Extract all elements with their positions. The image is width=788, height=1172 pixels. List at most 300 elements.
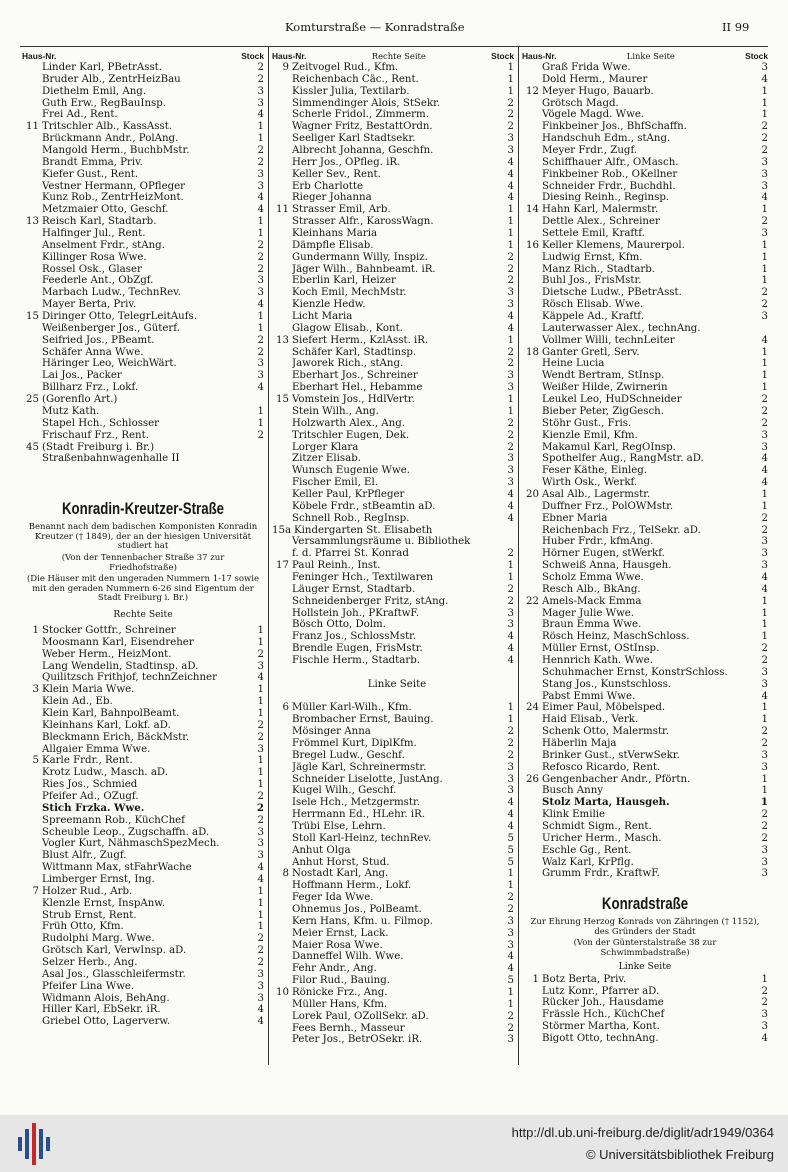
floor-number: 4 [761,583,768,595]
resident-name: Heine Lucia [542,358,605,370]
house-number [522,845,542,857]
list-item [522,382,768,394]
resident-name: Guth Erw., RegBauInsp. [42,97,167,109]
floor-number: 1 [761,358,768,370]
floor-number: 4 [507,322,514,334]
house-number [522,548,542,560]
list-item [22,347,264,359]
floor-number: 1 [761,346,768,358]
list-item [22,696,264,708]
resident-name: Rossel Osk., Glaser [42,263,142,275]
list-item [522,406,768,418]
house-number [22,708,42,720]
floor-number: 2 [761,405,768,417]
column-divider [268,46,269,1065]
floor-number: 1 [761,109,768,121]
house-number [272,596,292,608]
resident-name: Reichenbach Frz., TelSekr. aD. [542,524,701,536]
floor-number: 4 [257,299,264,311]
house-number [272,169,292,181]
list-item [272,358,514,370]
resident-name: Botz Berta, Priv. [542,973,627,985]
resident-name: f. d. Pfarrei St. Konrad [292,548,409,560]
floor-number: 3 [257,97,264,109]
resident-name: Billharz Frz., Lokf. [42,382,139,394]
floor-number: 3 [507,619,514,631]
house-number [522,821,542,833]
list-item [522,323,768,335]
list-item [272,311,514,323]
house-number [22,827,42,839]
resident-name: Isele Hch., Metzgermstr. [292,797,420,809]
list-item [22,299,264,311]
floor-number [756,323,768,335]
house-number [522,1009,542,1021]
list-item [522,691,768,703]
list-item [22,228,264,240]
house-number [22,358,42,370]
list-item [272,465,514,477]
list-item [22,169,264,181]
resident-name: Kugel Wilh., Geschf. [292,785,397,797]
floor-number: 4 [257,192,264,204]
resident-name: Ebner Maria [542,512,608,524]
list-item [272,287,514,299]
resident-name: Feninger Hch., Textilwaren [292,571,434,583]
floor-number: 4 [507,654,514,666]
house-number [22,335,42,347]
house-number [272,619,292,631]
floor-number: 3 [507,465,514,477]
floor-number: 2 [761,512,768,524]
house-number [22,323,42,335]
house-number [272,643,292,655]
resident-name: Stapel Hch., Schlosser [42,417,160,429]
resident-name: Jägle Karl, Schreinermstr. [292,761,427,773]
list-item [522,192,768,204]
floor-number: 4 [507,512,514,524]
floor-number: 1 [761,239,768,251]
house-number [522,1021,542,1033]
list-item [272,442,514,454]
house-number [522,181,542,193]
resident-name: Spreemann Rob., KüchChef [42,814,185,826]
house-number [272,892,292,904]
list-item [22,264,264,276]
list-item [522,785,768,797]
resident-name: Vestner Hermann, OPfleger [42,180,186,192]
list-item [272,406,514,418]
house-number [522,370,542,382]
list-item [522,86,768,98]
list-item [522,714,768,726]
floor-number: 1 [761,370,768,382]
house-number: 17 [276,560,289,572]
house-number [522,477,542,489]
list-item [272,987,514,999]
floor-number: 1 [257,767,264,779]
list-item [522,275,768,287]
house-number [522,655,542,667]
house-number [272,430,292,442]
house-number [272,145,292,157]
floor-number: 3 [761,548,768,560]
floor-number: 2 [507,441,514,453]
list-item [272,181,514,193]
resident-name: Bruder Alb., ZentrHeizBau [42,73,181,85]
list-item [22,1016,264,1028]
resident-name: Halfinger Jul., Rent. [42,228,146,240]
resident-name: Trübi Else, Lehrn. [292,821,386,832]
list-item [522,358,768,370]
resident-name: Asal Jos., Glasschleifermstr. [42,968,186,980]
list-item [22,993,264,1005]
resident-name: Frischauf Frz., Rent. [42,429,149,441]
floor-number: 2 [257,346,264,358]
house-number: 13 [26,216,39,228]
house-number [22,370,42,382]
street-ownership: (Die Häuser mit den ungeraden Nummern 1-17 sowie mit den geraden Nummern 6-26 sind Eigentum der Stadt Freiburg i. Br.) [26,574,260,604]
resident-name: Allgaier Emma Wwe. [42,743,151,755]
list-item [272,904,514,916]
list-item [272,536,514,548]
resident-name: Diringer Otto, TelegrLeitAufs. [42,311,197,323]
resident-name: Tritschler Alb., KassAsst. [42,121,173,133]
floor-number: 2 [257,73,264,85]
house-number [522,714,542,726]
floor-number: 1 [257,885,264,897]
house-number [272,465,292,477]
floor-number: 1 [257,624,264,636]
house-number [522,631,542,643]
house-number [522,109,542,121]
resident-name: Glagow Elisab., Kont. [292,322,403,334]
floor-number: 4 [761,73,768,85]
resident-name: Meyer Hugo, Bauarb. [542,85,654,97]
list-item [522,997,768,1009]
list-item [272,797,514,809]
resident-name: Schuhmacher Ernst, KonstrSchloss. [542,666,728,678]
floor-number: 1 [761,251,768,263]
floor-number [252,442,264,454]
resident-name: Asal Alb., Lagermstr. [542,488,651,500]
list-item [272,596,514,608]
list-item [22,957,264,969]
floor-number: 4 [761,192,768,204]
entry-list [22,625,264,1028]
house-number [522,560,542,572]
house-number [22,133,42,145]
house-number [22,240,42,252]
floor-number: 3 [761,844,768,856]
house-number [272,999,292,1011]
list-item [522,608,768,620]
resident-name: Moosmann Karl, Eisendreher [42,636,194,648]
resident-name: Schäfer Karl, Stadtinsp. [292,346,417,358]
list-item [522,477,768,489]
floor-number: 2 [761,394,768,406]
resident-name: Stocker Gottfr., Schreiner [42,624,176,636]
house-number [22,418,42,430]
list-item [22,969,264,981]
resident-name: Müller Karl-Wilh., Kfm. [292,702,412,714]
list-item [272,109,514,121]
floor-number: 1 [257,921,264,933]
page-number: II 99 [722,20,750,34]
floor-number: 3 [257,370,264,382]
house-number [522,216,542,228]
resident-name: Settele Emil, Kraftf. [542,228,645,240]
resident-name: Quilitzsch Frithjof, technZeichner [42,672,217,684]
list-item [272,98,514,110]
floor-number: 1 [257,897,264,909]
floor-number: 4 [507,809,514,821]
house-number [522,501,542,513]
resident-name: Schweiß Anna, Hausgeh. [542,560,672,572]
house-number: 45 [26,441,39,453]
floor-number: 2 [761,654,768,666]
list-item [522,394,768,406]
house-number [272,489,292,501]
house-number: 14 [526,204,539,216]
floor-number: 3 [507,133,514,145]
list-item [272,691,514,703]
house-number [272,358,292,370]
list-item [522,726,768,738]
resident-name: Frei Ad., Rent. [42,109,118,121]
house-number [272,821,292,833]
resident-name: Schneider Liselotte, JustAng. [292,773,443,785]
house-number [522,157,542,169]
house-number: 15 [276,394,289,406]
house-number [22,898,42,910]
house-number [522,358,542,370]
floor-number: 4 [761,690,768,702]
house-number: 18 [526,346,539,358]
list-item [522,738,768,750]
list-item [522,536,768,548]
list-item [22,684,264,696]
floor-number: 2 [761,216,768,228]
list-item [272,963,514,975]
house-number [272,275,292,287]
list-item [522,145,768,157]
house-number: 11 [26,121,39,133]
resident-name: Mager Julie Wwe. [542,607,635,619]
house-number [522,98,542,110]
resident-name: Marbach Ludw., TechnRev. [42,287,181,299]
entry-list [22,62,264,465]
list-item [272,525,514,537]
floor-number: 1 [760,797,768,809]
list-item [22,430,264,442]
floor-number: 4 [257,204,264,216]
resident-name: Paul Reinh., Inst. [292,560,381,572]
resident-name: Pfeifer Lina Wwe. [42,980,135,992]
resident-name: (Stadt Freiburg i. Br.) [42,441,155,453]
list-item [522,560,768,572]
house-number: 20 [526,488,539,500]
house-number [522,726,542,738]
list-item [272,145,514,157]
house-number: 1 [32,624,39,636]
house-number [22,637,42,649]
list-item [22,442,264,454]
house-number [522,323,542,335]
list-item [522,121,768,133]
resident-name: Rösch Heinz, MaschSchloss. [542,631,690,643]
list-item [272,157,514,169]
resident-name: Resch Alb., BkAng. [542,583,641,595]
resident-name: Lai Jos., Packer [42,370,122,382]
resident-name: Kunz Rob., ZentrHeizMont. [42,192,184,204]
resident-name: Strasser Alfr., KarossWagn. [292,216,434,228]
list-item [522,335,768,347]
floor-number: 4 [761,334,768,346]
floor-number: 2 [257,156,264,168]
list-item [22,803,264,815]
floor-number: 1 [507,73,514,85]
house-number [522,643,542,655]
house-number [522,584,542,596]
house-number [22,62,42,74]
list-item [522,453,768,465]
list-item [272,394,514,406]
house-number [22,157,42,169]
floor-number: 1 [257,121,264,133]
house-number [22,933,42,945]
floor-number: 4 [257,1004,264,1016]
resident-name: Linder Karl, PBetrAsst. [42,62,163,73]
floor-number: 3 [761,536,768,548]
list-item [272,714,514,726]
list-item [22,637,264,649]
house-number: 12 [526,85,539,97]
entry-list [522,974,768,1045]
resident-name: Frässle Hch., KüchChef [542,1009,665,1021]
house-number [22,791,42,803]
floor-number: 3 [507,1034,514,1046]
list-item [22,311,264,323]
house-number: 15 [26,311,39,323]
floor-number: 3 [761,441,768,453]
source-url-link[interactable]: http://dl.ub.uni-freiburg.de/diglit/adr1949/0364 [511,1125,774,1140]
house-number [522,275,542,287]
list-item [272,643,514,655]
house-number [272,774,292,786]
resident-name: Kleinhans Maria [292,228,378,240]
resident-name: Filor Rud., Bauing. [292,975,390,987]
house-number [22,287,42,299]
list-item [22,62,264,74]
resident-name: Anhut Horst, Stud. [292,856,390,868]
floor-number: 2 [257,957,264,969]
house-number [522,608,542,620]
floor-number: 2 [761,997,768,1009]
floor-number: 3 [761,1009,768,1021]
house-number [522,453,542,465]
list-item [22,74,264,86]
list-item [272,738,514,750]
list-item [22,767,264,779]
list-item [272,726,514,738]
house-number [522,192,542,204]
floor-number: 3 [761,560,768,572]
house-number [22,347,42,359]
house-number [272,536,292,548]
resident-name: Seeliger Karl Stadtsekr. [292,133,416,145]
list-item [522,667,768,679]
house-number [522,264,542,276]
resident-name: Stolz Marta, Hausgeh. [542,797,670,809]
resident-name: Jäger Wilh., Bahnbeamt. iR. [292,263,436,275]
floor-number: 1 [761,773,768,785]
floor-number: 2 [257,731,264,743]
list-item [522,857,768,869]
resident-name: Holzer Rud., Arb. [42,885,133,897]
house-number [22,192,42,204]
floor-number: 2 [257,945,264,957]
resident-name: Ohnemus Jos., PolBeamt. [292,904,422,916]
list-item [522,157,768,169]
resident-name: Scherle Fridol., Zimmerm. [292,109,429,121]
list-item [522,109,768,121]
floor-number: 1 [761,275,768,287]
list-item [22,287,264,299]
resident-name: Lorek Paul, OZollSekr. aD. [292,1010,429,1022]
floor-number: 5 [507,844,514,856]
resident-name: Keller Klemens, Maurerpol. [542,239,685,251]
floor-number: 1 [761,702,768,714]
house-number [272,240,292,252]
street-route: (Von der Günterstalstraße 38 zur Schwimmbadstraße) [573,938,717,959]
resident-name: Eschle Gg., Rent. [542,844,632,856]
floor-number: 1 [761,263,768,275]
list-item [272,335,514,347]
resident-name: Griebel Otto, Lagerverw. [42,1016,171,1028]
floor-number: 3 [257,168,264,180]
house-number [22,862,42,874]
resident-name: Refosco Ricardo, Rent. [542,761,661,773]
resident-name: Erb Charlotte [292,180,363,192]
house-number [522,785,542,797]
floor-number: 3 [507,915,514,927]
list-item [272,702,514,714]
floor-number: 3 [257,980,264,992]
floor-number: 4 [507,951,514,963]
list-item [522,596,768,608]
resident-name: Straßenbahnwagenhalle II [42,453,180,465]
floor-number: 3 [761,666,768,678]
floor-number: 3 [507,145,514,157]
house-number [272,323,292,335]
house-number [22,945,42,957]
list-item [272,418,514,430]
resident-name: Reichenbach Cäc., Rent. [292,73,419,85]
floor-number: 2 [257,145,264,157]
floor-number: 1 [761,619,768,631]
resident-name: Mangold Herm., BuchbMstr. [42,145,190,157]
resident-name: Leukel Leo, HuDSchneider [542,394,682,406]
list-item [272,750,514,762]
resident-name: Lauterwasser Alex., technAng. [542,322,701,334]
list-item [272,916,514,928]
list-item [522,643,768,655]
floor-number: 2 [761,643,768,655]
list-item [522,169,768,181]
floor-number: 2 [761,299,768,311]
floor-number: 2 [507,275,514,287]
